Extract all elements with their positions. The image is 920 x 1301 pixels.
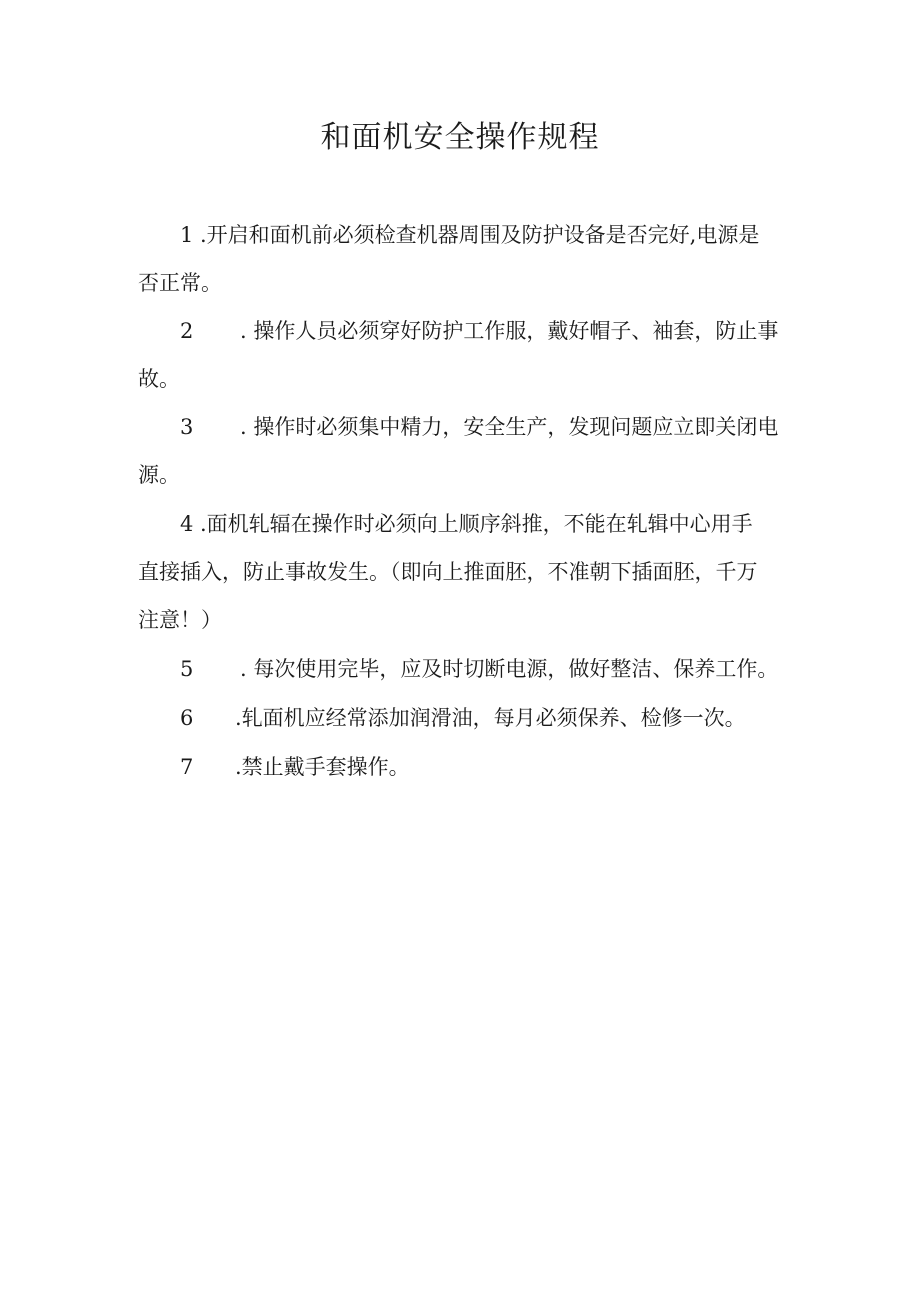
list-item <box>138 743 798 791</box>
item-first-line <box>138 694 798 742</box>
item-text: . 每次使用完毕，应及时切断电源，做好整洁、保养工作。 <box>240 657 779 681</box>
item-text: . 操作时必须集中精力，安全生产，发现问题应立即关闭电 <box>240 415 779 439</box>
item-text-continued: 源。 <box>138 463 180 487</box>
item-text: .禁止戴手套操作。 <box>235 755 410 779</box>
list-item <box>138 307 798 403</box>
item-text: . 操作人员必须穿好防护工作服，戴好帽子、袖套，防止事 <box>240 319 779 343</box>
item-number: 2 <box>180 319 194 343</box>
item-first-line <box>138 500 798 548</box>
item-first-line <box>138 307 798 355</box>
item-first-line <box>138 645 798 693</box>
item-first-line <box>138 403 798 451</box>
item-text-continued: 否正常。 <box>138 271 222 295</box>
item-text-continued: 故。 <box>138 367 180 391</box>
item-number: 4 <box>180 512 194 536</box>
item-text-continued: 直接插入，防止事故发生。（即向上推面胚，不准朝下插面胚，千万 <box>138 560 758 584</box>
item-first-line <box>138 743 798 791</box>
list-item <box>138 403 798 499</box>
list-item <box>138 694 798 742</box>
item-text: .面机轧辐在操作时必须向上顺序斜推，不能在轧辑中心用手 <box>200 512 753 536</box>
item-first-line <box>138 211 798 259</box>
item-number: 5 <box>180 657 194 681</box>
list-item <box>138 211 798 307</box>
list-item <box>138 500 798 644</box>
item-number: 1 <box>180 223 194 247</box>
item-number: 3 <box>180 415 194 439</box>
item-number: 6 <box>180 706 194 730</box>
item-text: .轧面机应经常添加润滑油，每月必须保养、检修一次。 <box>235 706 746 730</box>
item-text: .开启和面机前必须检查机器周围及防护设备是否完好,电源是 <box>200 223 760 247</box>
document-title: 和面机安全操作规程 <box>320 120 600 155</box>
item-number: 7 <box>180 755 194 779</box>
item-text-continued: 注意！） <box>138 608 222 632</box>
list-item <box>138 645 798 693</box>
